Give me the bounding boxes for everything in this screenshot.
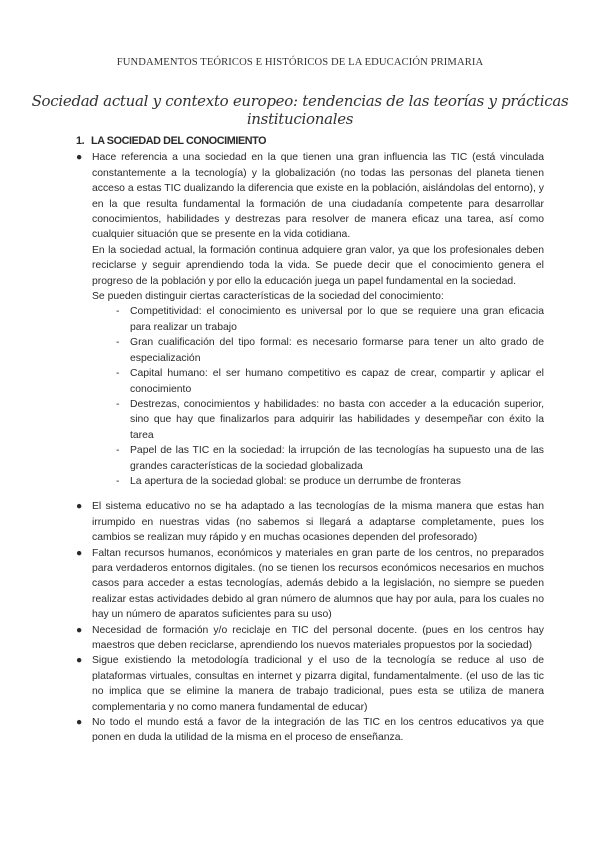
characteristic-item: - Gran cualificación del tipo formal: es necesario formarse para tener un alto grado de especialización (116, 337, 544, 364)
document-header: FUNDAMENTOS TEÓRICOS E HISTÓRICOS DE LA EDUCACIÓN PRIMARIA (116, 57, 484, 68)
bullet-icon: ● (76, 624, 83, 636)
section-number: 1. (76, 135, 85, 147)
document-body (76, 134, 544, 746)
characteristic-item: - Capital humano: el ser humano competitivo es capaz de crear, compartir y aplicar el conocimiento (116, 368, 544, 395)
dash-icon: - (116, 445, 120, 457)
intro-paragraph-1: Hace referencia a una sociedad en la que tienen una gran influencia las TIC (está vinculada constantemente a la tecnología) y la globalización (no todas las personas del planeta tienen acceso a estas TIC dualizando la diferencia que existe en la población, aislándolas del entorno), y en la que resulta fundamental la formación de una ciudadanía competente para desarrollar conocimientos, habilidades y destrezas para resolver de manera eficaz una tarea, así como cualquier situación que se presente en la vida cotidiana. (92, 152, 544, 241)
bullet-item: ● Faltan recursos humanos, económicos y materiales en gran parte de los centros, no preparados para verdaderos entornos digitales. (no se tienen los recursos económicos necesarios en muchos casos para acceder a estas tecnologías, además debido a la legislación, no siempre se pueden realizar estas actividades debido al gran número de alumnos que hay por aula, para los cuales no hay un número de aparatos suficientes para su uso) (76, 547, 544, 621)
document-subtitle: Sociedad actual y contexto europeo: tendencias de las teorías y prácticas institucionales (31, 92, 569, 128)
bullet-item: ● Sigue existiendo la metodología tradicional y el uso de la tecnología se reduce al uso de plataformas virtuales, consultas en internet y pizarra digital, fundamentalmente. (el uso de las tic no implica que se elimine la manera de trabajo tradicional, pues esta se utiliza de manera complementaria y no como manera fundamental de educar) (76, 655, 544, 713)
intro-paragraph-3: Se pueden distinguir ciertas características de la sociedad del conocimiento: (92, 291, 444, 303)
characteristic-item: - La apertura de la sociedad global: se produce un derrumbe de fronteras (92, 474, 544, 489)
bullet-item-intro (76, 150, 544, 489)
characteristic-item: - Papel de las TIC en la sociedad: la irrupción de las tecnologías ha supuesto una de las grandes características de la sociedad globalizada (116, 445, 544, 472)
dash-icon: - (116, 368, 120, 380)
dash-icon: - (116, 475, 120, 487)
characteristics-list (92, 304, 544, 489)
bullet-icon: ● (76, 501, 83, 513)
bullet-item: ● El sistema educativo no se ha adaptado a las tecnologías de la misma manera que estas han irrumpido en nuestras vidas (no sabemos si llegará a adaptarse completamente, pues los cambios se realizan muy rápido y en muchas ocasiones dependen del profesorado) (76, 501, 544, 544)
dash-icon: - (116, 398, 120, 410)
bullet-item: ● Necesidad de formación y/o reciclaje en TIC del personal docente. (pues en los centros hay maestros que deben reciclarse, aprendiendo los nuevos materiales propuestos por la sociedad) (76, 624, 544, 651)
dash-icon: - (116, 337, 120, 349)
characteristic-item: - Destrezas, conocimientos y habilidades: no basta con acceder a la educación superior, sino que hay que finalizarlos para adquirir las habilidades y desempeñar con éxito la tarea (116, 398, 544, 441)
bullet-icon: ● (76, 547, 83, 559)
characteristic-item: - Competitividad: el conocimiento es universal por lo que se requiere una gran eficacia para realizar un trabajo (116, 306, 544, 333)
section-heading (76, 134, 544, 149)
bullet-item: ● No todo el mundo está a favor de la integración de las TIC en los centros educativos ya que ponen en duda la utilidad de la misma en el proceso de enseñanza. (76, 717, 544, 744)
dash-icon: - (116, 306, 120, 318)
section-title: LA SOCIEDAD DEL CONOCIMIENTO (91, 135, 267, 147)
bullet-icon: ● (76, 717, 83, 729)
intro-paragraph-2: En la sociedad actual, la formación continua adquiere gran valor, ya que los profesionales deben reciclarse y seguir aprendiendo toda la vida. Se puede decir que el conocimiento genera el progreso de la población y por ello la educación juega un papel fundamental en la sociedad. (92, 244, 544, 287)
bullet-icon: ● (76, 152, 83, 164)
bullet-icon: ● (76, 655, 83, 667)
